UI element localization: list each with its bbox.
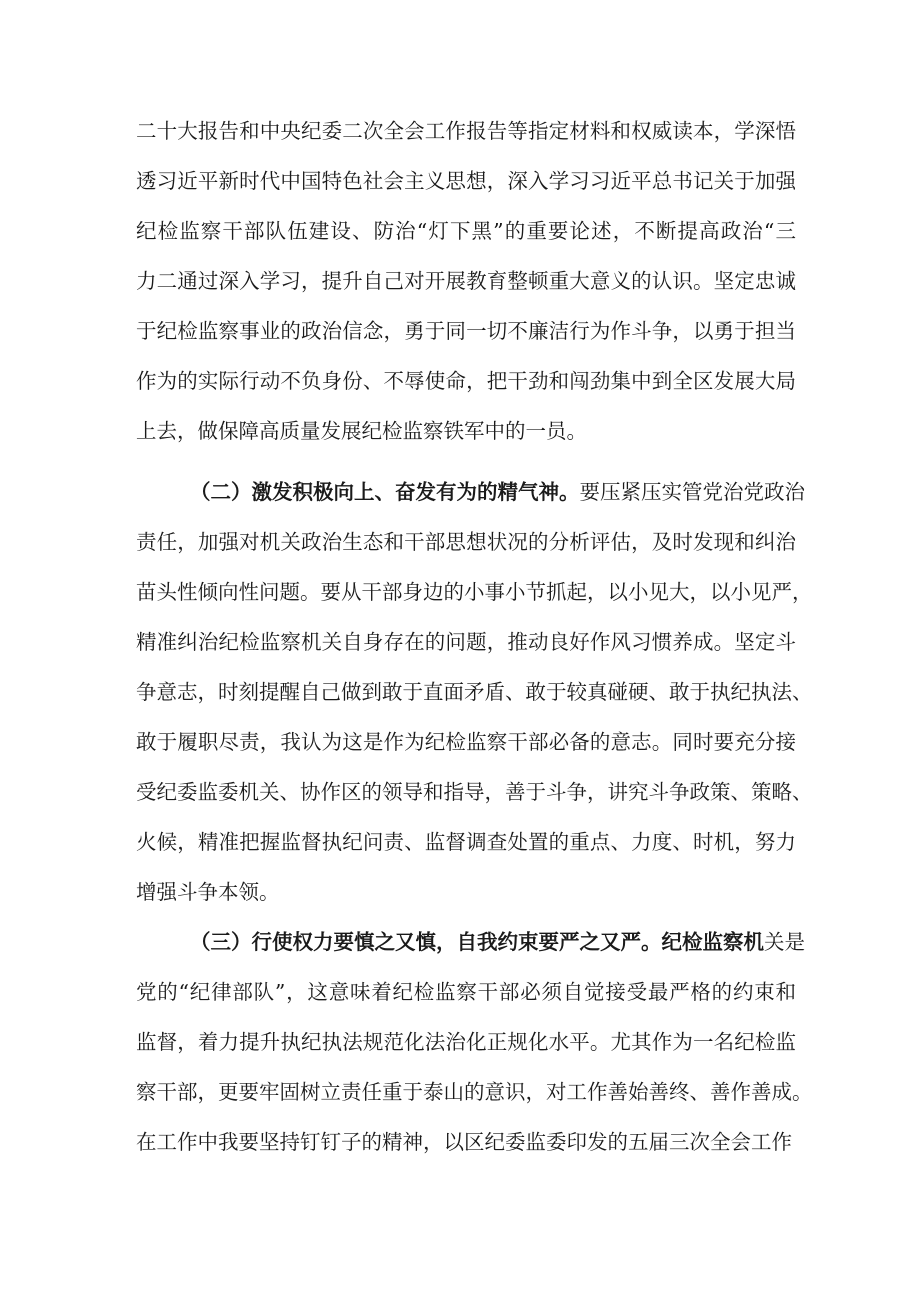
paragraph-heading-line [136,917,805,967]
text-line: 上去，做保障高质量发展纪检监察铁军中的一员。 [136,419,587,443]
heading-line-rest: 要压紧压实管党治党政治 [579,480,805,504]
text-line: 监督，着力提升执纪执法规范化法治化正规化水平。尤其作为一名纪检监 [136,1030,796,1054]
paragraph-3 [136,917,813,1167]
text-line: 党的“纪律部队”，这意味着纪检监察干部必须自觉接受最严格的约束和 [136,980,796,1004]
text-line: 察干部，更要牢固树立责任重于泰山的意识，对工作善始善终、善作善成。 [136,1080,813,1104]
text-line: 精准纠治纪检监察机关自身存在的问题，推动良好作风习惯养成。坚定斗 [136,630,796,654]
text-line: 力二通过深入学习，提升自己对开展教育整顿重大意义的认识。坚定忠诚 [136,269,796,293]
paragraph-2 [136,467,813,917]
text-line: 苗头性倾向性问题。要从干部身边的小事小节抓起，以小见大，以小见严， [136,580,813,604]
text-line: 作为的实际行动不负身份、不辱使命，把干劲和闯劲集中到全区发展大局 [136,369,796,393]
paragraph-heading-line [136,467,805,517]
paragraph-1 [136,106,796,456]
section-heading: （二）激发积极向上、奋发有为的精气神。 [190,480,580,504]
heading-line-rest: 关是 [764,930,805,954]
text-line: 受纪委监委机关、协作区的领导和指导，善于斗争，讲究斗争政策、策略、 [136,780,813,804]
text-line: 火候，精准把握监督执纪问责、监督调查处置的重点、力度、时机，努力 [136,830,796,854]
text-line: 二十大报告和中央纪委二次全会工作报告等指定材料和权威读本，学深悟 [136,119,796,143]
text-line: 责任，加强对机关政治生态和干部思想状况的分析评估，及时发现和纠治 [136,530,796,554]
text-line: 于纪检监察事业的政治信念，勇于同一切不廉洁行为作斗争，以勇于担当 [136,319,796,343]
text-line: 透习近平新时代中国特色社会主义思想，深入学习习近平总书记关于加强 [136,169,796,193]
text-line: 在工作中我要坚持钉钉子的精神，以区纪委监委印发的五届三次全会工作 [136,1130,792,1154]
text-line: 争意志，时刻提醒自己做到敢于直面矛盾、敢于较真碰硬、敢于执纪执法、 [136,680,813,704]
section-heading: （三）行使权力要慎之又慎，自我约束要严之又严。纪检监察机 [190,930,764,954]
text-line: 增强斗争本领。 [136,880,280,904]
text-line: 敢于履职尽责，我认为这是作为纪检监察干部必备的意志。同时要充分接 [136,730,796,754]
text-line: 纪检监察干部队伍建设、防治“灯下黑”的重要论述，不断提高政治“三 [136,219,796,243]
